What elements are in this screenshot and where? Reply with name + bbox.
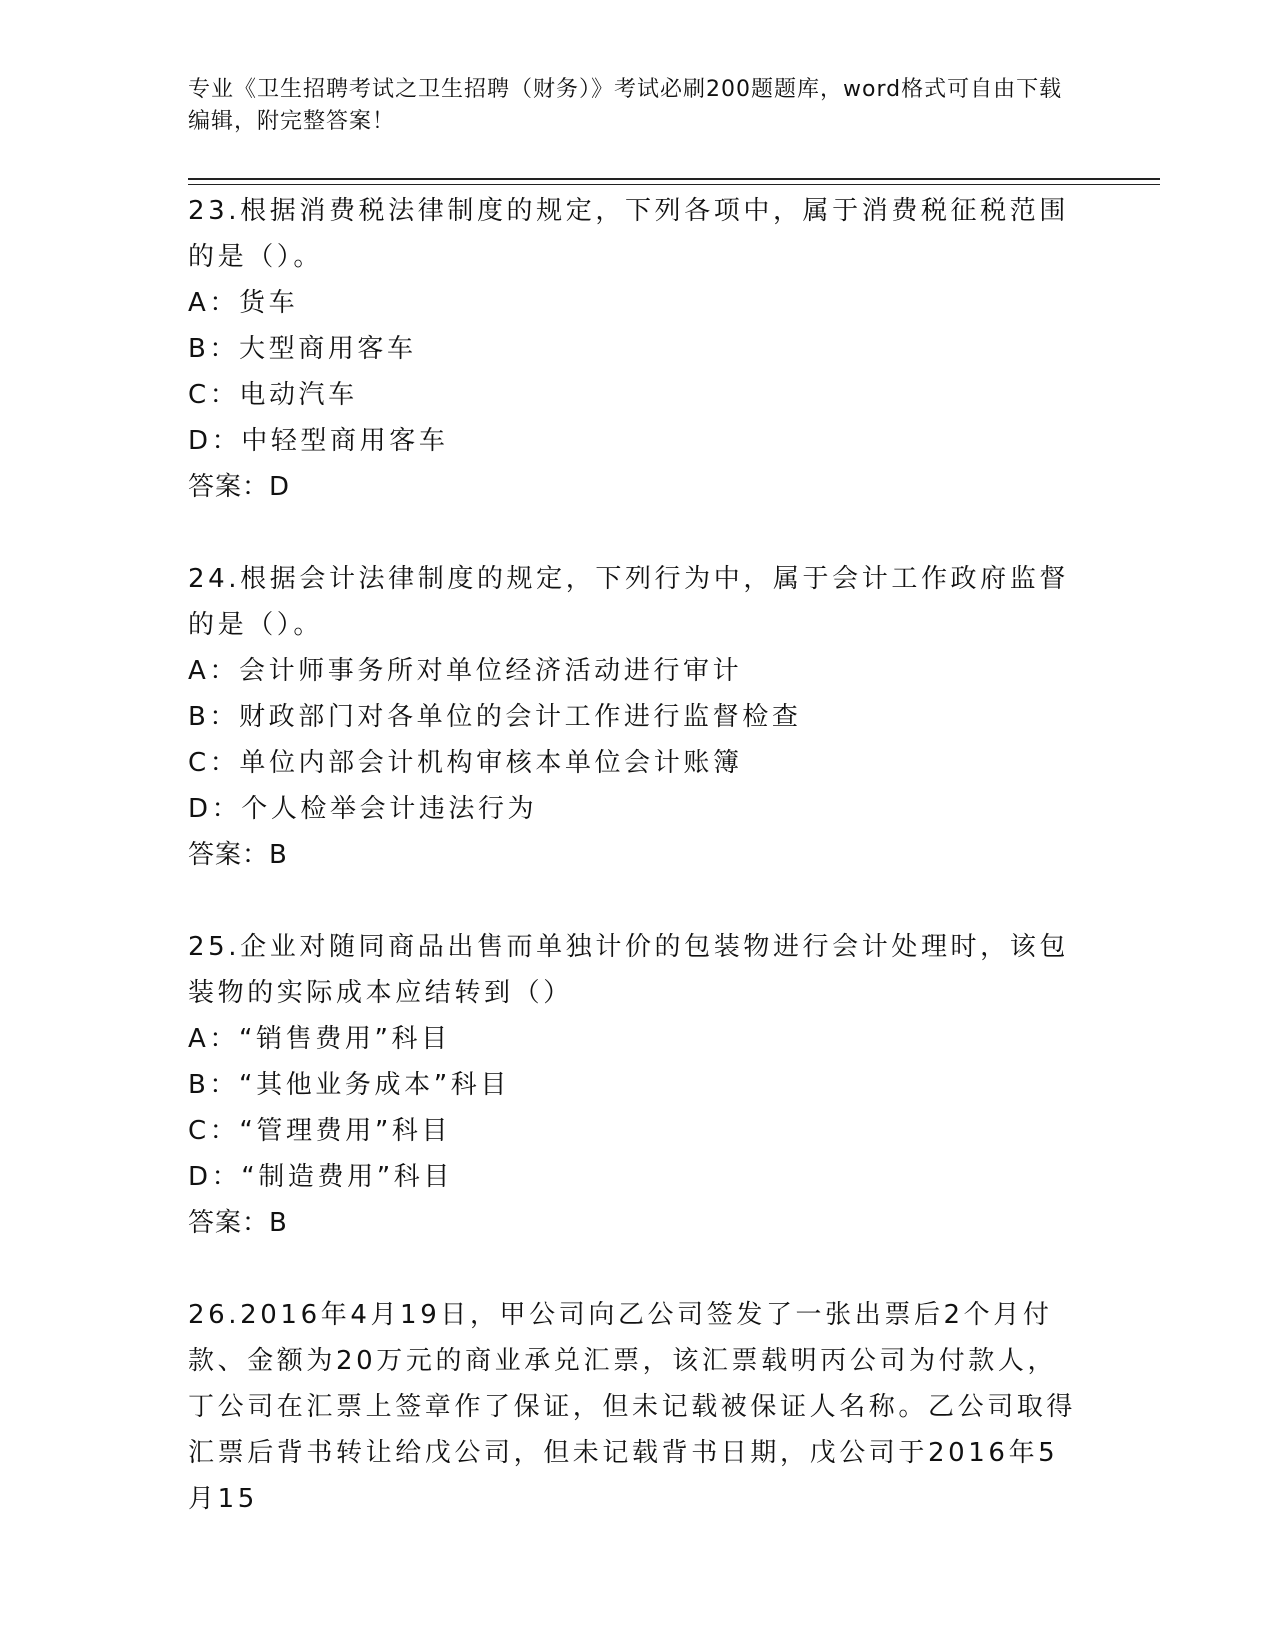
option-a: A：“销售费用”科目 [188,1024,451,1054]
question-26 [188,1292,1088,1522]
option-c: C：单位内部会计机构审核本单位会计账簿 [188,748,743,778]
question-23 [188,188,1088,510]
document-header [188,74,1078,138]
option-c: C：“管理费用”科目 [188,1116,452,1146]
option-d: D：中轻型商用客车 [188,426,449,456]
option-b: B：“其他业务成本”科目 [188,1070,510,1100]
question-stem: 25.企业对随同商品出售而单独计价的包装物进行会计处理时，该包装物的实际成本应结转到（） [188,932,1069,1008]
header-divider-thick [188,178,1160,180]
answer-line: 答案：D [188,472,291,502]
question-stem: 26.2016年4月19日，甲公司向乙公司签发了一张出票后2个月付款、金额为20万元的商业承兑汇票，该汇票载明丙公司为付款人，丁公司在汇票上签章作了保证，但未记载被保证人名称。乙公司取得汇票后背书转让给戊公司，但未记载背书日期，戊公司于2016年5月15 [188,1300,1077,1514]
header-divider-thin [188,184,1160,185]
question-stem: 23.根据消费税法律制度的规定，下列各项中，属于消费税征税范围的是（）。 [188,196,1069,272]
option-d: D：个人检举会计违法行为 [188,794,538,824]
question-stem: 24.根据会计法律制度的规定，下列行为中，属于会计工作政府监督的是（）。 [188,564,1069,640]
option-a: A：货车 [188,288,299,318]
question-25 [188,924,1088,1246]
option-c: C：电动汽车 [188,380,358,410]
option-b: B：大型商用客车 [188,334,417,364]
header-title: 专业《卫生招聘考试之卫生招聘（财务）》考试必刷200题题库，word格式可自由下载编辑，附完整答案！ [188,77,1063,134]
question-24 [188,556,1088,878]
option-d: D：“制造费用”科目 [188,1162,453,1192]
answer-line: 答案：B [188,840,288,870]
question-list [188,188,1088,1568]
option-a: A：会计师事务所对单位经济活动进行审计 [188,656,743,686]
option-b: B：财政部门对各单位的会计工作进行监督检查 [188,702,802,732]
answer-line: 答案：B [188,1208,288,1238]
